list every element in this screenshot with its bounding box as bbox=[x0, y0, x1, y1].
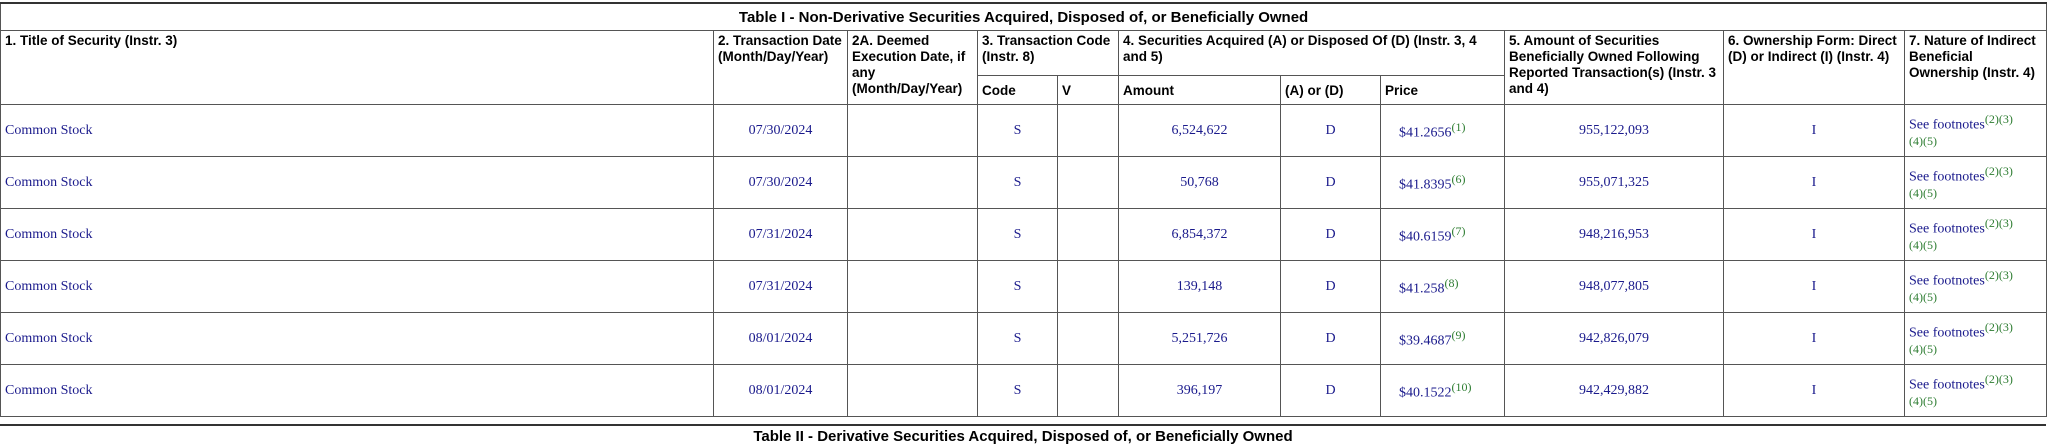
price-cell bbox=[1381, 313, 1505, 365]
header-nature-of-ownership: 7. Nature of Indirect Beneficial Ownership (Instr. 4) bbox=[1905, 31, 2047, 105]
header-deemed-execution-date: 2A. Deemed Execution Date, if any (Month/Day/Year) bbox=[848, 31, 978, 105]
amount: 6,854,372 bbox=[1119, 209, 1281, 261]
amount: 139,148 bbox=[1119, 261, 1281, 313]
ownership-form: I bbox=[1724, 261, 1905, 313]
transaction-code: S bbox=[978, 313, 1058, 365]
table-row bbox=[1, 261, 2047, 313]
amount: 6,524,622 bbox=[1119, 105, 1281, 157]
a-or-d: D bbox=[1281, 261, 1381, 313]
transaction-date: 08/01/2024 bbox=[714, 365, 848, 417]
header-transaction-date: 2. Transaction Date (Month/Day/Year) bbox=[714, 31, 848, 105]
footnote-link[interactable]: (4)(5) bbox=[1909, 290, 1937, 305]
price-cell bbox=[1381, 261, 1505, 313]
nature-cell bbox=[1905, 365, 2047, 417]
see-footnotes-text: See footnotes bbox=[1909, 377, 1985, 393]
price-cell bbox=[1381, 209, 1505, 261]
ownership-form: I bbox=[1724, 209, 1905, 261]
see-footnotes-text: See footnotes bbox=[1909, 325, 1985, 341]
transaction-date: 07/30/2024 bbox=[714, 105, 848, 157]
transaction-date: 07/31/2024 bbox=[714, 261, 848, 313]
amount-owned: 942,429,882 bbox=[1505, 365, 1724, 417]
transaction-date: 07/31/2024 bbox=[714, 209, 848, 261]
header-price: Price bbox=[1381, 76, 1505, 105]
price-footnote-link[interactable]: (9) bbox=[1451, 327, 1466, 342]
footnote-link[interactable]: (4)(5) bbox=[1909, 238, 1937, 253]
nature-cell bbox=[1905, 209, 2047, 261]
price: $40.6159 bbox=[1399, 229, 1452, 245]
transaction-v bbox=[1058, 313, 1119, 365]
footnote-link[interactable]: (4)(5) bbox=[1909, 342, 1937, 357]
transaction-code: S bbox=[978, 157, 1058, 209]
ownership-form: I bbox=[1724, 157, 1905, 209]
table-row bbox=[1, 209, 2047, 261]
price-cell bbox=[1381, 105, 1505, 157]
footnote-link[interactable]: (2)(3) bbox=[1984, 267, 2013, 282]
price: $41.2656 bbox=[1399, 125, 1452, 141]
header-amount: Amount bbox=[1119, 76, 1281, 105]
footnote-link[interactable]: (4)(5) bbox=[1909, 134, 1937, 149]
a-or-d: D bbox=[1281, 365, 1381, 417]
transaction-v bbox=[1058, 105, 1119, 157]
footnote-link[interactable]: (2)(3) bbox=[1984, 215, 2013, 230]
ownership-form: I bbox=[1724, 313, 1905, 365]
see-footnotes-text: See footnotes bbox=[1909, 169, 1985, 185]
amount-owned: 955,071,325 bbox=[1505, 157, 1724, 209]
deemed-execution-date bbox=[848, 157, 978, 209]
see-footnotes-text: See footnotes bbox=[1909, 117, 1985, 133]
footnote-link[interactable]: (4)(5) bbox=[1909, 394, 1937, 409]
price-cell bbox=[1381, 365, 1505, 417]
a-or-d: D bbox=[1281, 209, 1381, 261]
amount: 396,197 bbox=[1119, 365, 1281, 417]
header-title-of-security: 1. Title of Security (Instr. 3) bbox=[1, 31, 714, 105]
price-footnote-link[interactable]: (10) bbox=[1451, 379, 1472, 394]
price-footnote-link[interactable]: (1) bbox=[1451, 119, 1466, 134]
price-footnote-link[interactable]: (6) bbox=[1451, 171, 1466, 186]
a-or-d: D bbox=[1281, 105, 1381, 157]
table-row bbox=[1, 365, 2047, 417]
nature-cell bbox=[1905, 105, 2047, 157]
amount: 5,251,726 bbox=[1119, 313, 1281, 365]
table-wrapper bbox=[0, 2, 2046, 417]
non-derivative-securities-table bbox=[0, 2, 2047, 417]
price: $40.1522 bbox=[1399, 385, 1452, 401]
nature-cell bbox=[1905, 261, 2047, 313]
footnote-link[interactable]: (2)(3) bbox=[1984, 111, 2013, 126]
transaction-v bbox=[1058, 365, 1119, 417]
price: $41.8395 bbox=[1399, 177, 1452, 193]
security-title: Common Stock bbox=[1, 365, 714, 417]
a-or-d: D bbox=[1281, 313, 1381, 365]
table-caption: Table I - Non-Derivative Securities Acquired, Disposed of, or Beneficially Owned bbox=[1, 3, 2047, 31]
see-footnotes-text: See footnotes bbox=[1909, 221, 1985, 237]
table-row bbox=[1, 157, 2047, 209]
footnote-link[interactable]: (2)(3) bbox=[1984, 319, 2013, 334]
ownership-form: I bbox=[1724, 365, 1905, 417]
header-ownership-form: 6. Ownership Form: Direct (D) or Indirect (I) (Instr. 4) bbox=[1724, 31, 1905, 105]
header-amount-owned: 5. Amount of Securities Beneficially Owned Following Reported Transaction(s) (Instr. 3 and 4) bbox=[1505, 31, 1724, 105]
header-v: V bbox=[1058, 76, 1119, 105]
price: $41.258 bbox=[1399, 281, 1445, 297]
price-cell bbox=[1381, 157, 1505, 209]
ownership-form: I bbox=[1724, 105, 1905, 157]
amount-owned: 955,122,093 bbox=[1505, 105, 1724, 157]
footnote-link[interactable]: (4)(5) bbox=[1909, 186, 1937, 201]
transaction-date: 07/30/2024 bbox=[714, 157, 848, 209]
deemed-execution-date bbox=[848, 313, 978, 365]
transaction-code: S bbox=[978, 261, 1058, 313]
transaction-v bbox=[1058, 261, 1119, 313]
amount-owned: 942,826,079 bbox=[1505, 313, 1724, 365]
amount: 50,768 bbox=[1119, 157, 1281, 209]
header-transaction-code: 3. Transaction Code (Instr. 8) bbox=[978, 31, 1119, 76]
transaction-v bbox=[1058, 157, 1119, 209]
security-title: Common Stock bbox=[1, 313, 714, 365]
header-code: Code bbox=[978, 76, 1058, 105]
footnote-link[interactable]: (2)(3) bbox=[1984, 371, 2013, 386]
price-footnote-link[interactable]: (7) bbox=[1451, 223, 1466, 238]
security-title: Common Stock bbox=[1, 209, 714, 261]
table-row bbox=[1, 313, 2047, 365]
table2-caption: Table II - Derivative Securities Acquired, Disposed of, or Beneficially Owned bbox=[0, 424, 2046, 445]
price: $39.4687 bbox=[1399, 333, 1452, 349]
security-title: Common Stock bbox=[1, 261, 714, 313]
nature-cell bbox=[1905, 157, 2047, 209]
transaction-code: S bbox=[978, 209, 1058, 261]
amount-owned: 948,216,953 bbox=[1505, 209, 1724, 261]
amount-owned: 948,077,805 bbox=[1505, 261, 1724, 313]
footnote-link[interactable]: (2)(3) bbox=[1984, 163, 2013, 178]
transaction-v bbox=[1058, 209, 1119, 261]
a-or-d: D bbox=[1281, 157, 1381, 209]
table-row bbox=[1, 105, 2047, 157]
security-title: Common Stock bbox=[1, 157, 714, 209]
deemed-execution-date bbox=[848, 365, 978, 417]
transaction-date: 08/01/2024 bbox=[714, 313, 848, 365]
transaction-code: S bbox=[978, 365, 1058, 417]
deemed-execution-date bbox=[848, 209, 978, 261]
nature-cell bbox=[1905, 313, 2047, 365]
see-footnotes-text: See footnotes bbox=[1909, 273, 1985, 289]
price-footnote-link[interactable]: (8) bbox=[1444, 275, 1459, 290]
deemed-execution-date bbox=[848, 261, 978, 313]
transaction-code: S bbox=[978, 105, 1058, 157]
header-a-or-d: (A) or (D) bbox=[1281, 76, 1381, 105]
security-title: Common Stock bbox=[1, 105, 714, 157]
header-securities-acquired-disposed: 4. Securities Acquired (A) or Disposed Of (D) (Instr. 3, 4 and 5) bbox=[1119, 31, 1505, 76]
deemed-execution-date bbox=[848, 105, 978, 157]
